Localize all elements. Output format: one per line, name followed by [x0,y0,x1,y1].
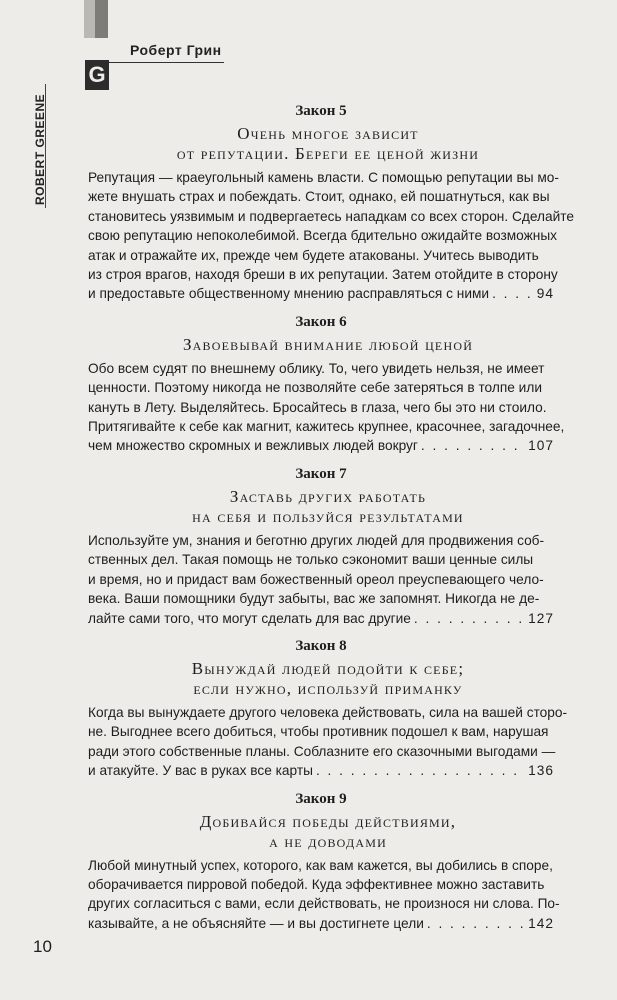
law-text-line: Любой минутный успех, которого, как вам кажется, вы добились в споре, [88,857,553,873]
header-bar-accent [95,0,108,38]
law-last-line [88,609,554,628]
law-section [88,313,565,456]
law-description [88,531,554,628]
law-text-line: атак и отражайте их, прежде чем будете атакованы. Учитесь выводить [88,247,539,263]
dot-leader [316,761,525,780]
law-text-line: из строя врагов, находя бреши в их репутации. Затем отойдите в сторону [88,267,558,283]
law-title [88,487,554,527]
law-title [88,124,554,164]
law-title [88,335,554,355]
law-title-line: Добивайся победы действиями, [199,811,457,831]
law-text-line: жете внушать страх и побеждать. Стоит, однако, ей пошатнуться, как вы [88,189,550,205]
law-last-line-text: и атакуйте. У вас в руках все карты [88,763,313,779]
dot-leader [427,914,525,933]
law-text-line: Используйте ум, знания и беготню других людей для продвижения соб- [88,532,545,548]
law-title-line: Завоевывай внимание любой ценой [182,334,474,354]
law-description [88,168,574,304]
law-section [88,103,574,304]
law-title-line: если нужно, используй приманку [193,678,463,698]
law-text-line: Когда вы вынуждаете другого человека действовать, сила на вашей сторо- [88,704,568,720]
logo-g-icon: G [85,60,109,90]
law-title-line: Вынуждай людей подойти к себе; [191,658,465,678]
law-text-line: оборачивается пирровой победой. Куда эффективнее можно заставить [88,876,545,892]
law-last-line [88,284,554,303]
side-author-label: ROBERT GREENE [33,93,47,205]
law-title-line: а не доводами [269,831,387,851]
law-title-line: Заставь других работать [229,486,427,506]
law-text-line: ради этого собственные планы. Соблазните его сказочными выгодами — [88,743,556,759]
law-text-line: других согласиться с вами, если действовать, не произнося ни слова. По- [88,896,560,912]
law-last-line [88,914,554,933]
law-section [88,466,554,628]
law-title [88,812,554,852]
law-page-reference: 127 [528,610,554,626]
law-page-reference: 107 [528,438,554,454]
law-text-line: свою репутацию непоколебимой. Всегда бдительно ожидайте возможных [88,228,557,244]
header-rule [108,62,224,63]
law-text-line: кануть в Лету. Выделяйтесь. Бросайтесь в глаза, чего бы это ни стоило. [88,399,547,415]
law-number: Закон 6 [295,313,347,330]
law-page-reference: 142 [528,915,554,931]
law-text-line: Обо всем судят по внешнему облику. То, чего увидеть нельзя, не имеет [88,360,545,376]
law-title [88,659,554,699]
law-text-line: и время, но и придаст вам божественный ореол преуспевающего чело- [88,571,544,587]
running-head: Роберт Грин [130,42,222,58]
law-text-line: Репутация — краеугольный камень власти. С помощью репутации вы мо- [88,170,559,185]
page-number: 10 [33,937,52,956]
law-text-line: становитесь уязвимым и подвергаетесь нападкам со всех сторон. Сделайте [88,208,574,224]
law-section [88,637,568,781]
dot-leader [414,609,525,628]
law-number: Закон 5 [295,103,347,119]
law-number: Закон 8 [295,637,347,654]
law-last-line [88,436,554,455]
laws-list [88,103,574,943]
law-title-line: на себя и пользуйся результатами [192,506,464,526]
law-title-line: от репутации. Береги ее ценой жизни [176,144,480,163]
law-last-line-text: лайте сами того, что могут сделать для вас другие [88,610,411,626]
law-description [88,703,568,781]
law-number: Закон 9 [295,790,347,807]
law-description [88,359,565,456]
law-text-line: не. Выгоднее всего добиться, чтобы противник подошел к вам, нарушая [88,724,549,740]
law-last-line-text: казывайте, а не объясняйте — и вы достигнете цели [88,915,424,931]
law-text-line: века. Ваши помощники будут забыты, вас же запомнят. Никогда не де- [88,591,540,607]
law-page-reference: 136 [528,763,554,779]
law-text-line: Притягивайте к себе как магнит, кажитесь крупнее, красочнее, загадочнее, [88,419,565,435]
law-title-line: Очень многое зависит [237,124,419,143]
law-page-reference: 94 [536,286,554,302]
law-description [88,856,560,934]
law-section [88,790,560,934]
dot-leader [492,284,534,303]
law-text-line: ственных дел. Такая помощь не только сэкономит ваши ценные силы [88,552,534,568]
dot-leader [421,436,525,455]
law-number: Закон 7 [295,465,347,482]
law-last-line-text: чем множество скромных и вежливых людей вокруг [88,438,418,454]
law-last-line-text: и предоставьте общественному мнению расправляться с ними [88,286,490,302]
law-last-line [88,761,554,780]
law-text-line: ценности. Поэтому никогда не позволяйте себе затеряться в толпе или [88,380,542,396]
